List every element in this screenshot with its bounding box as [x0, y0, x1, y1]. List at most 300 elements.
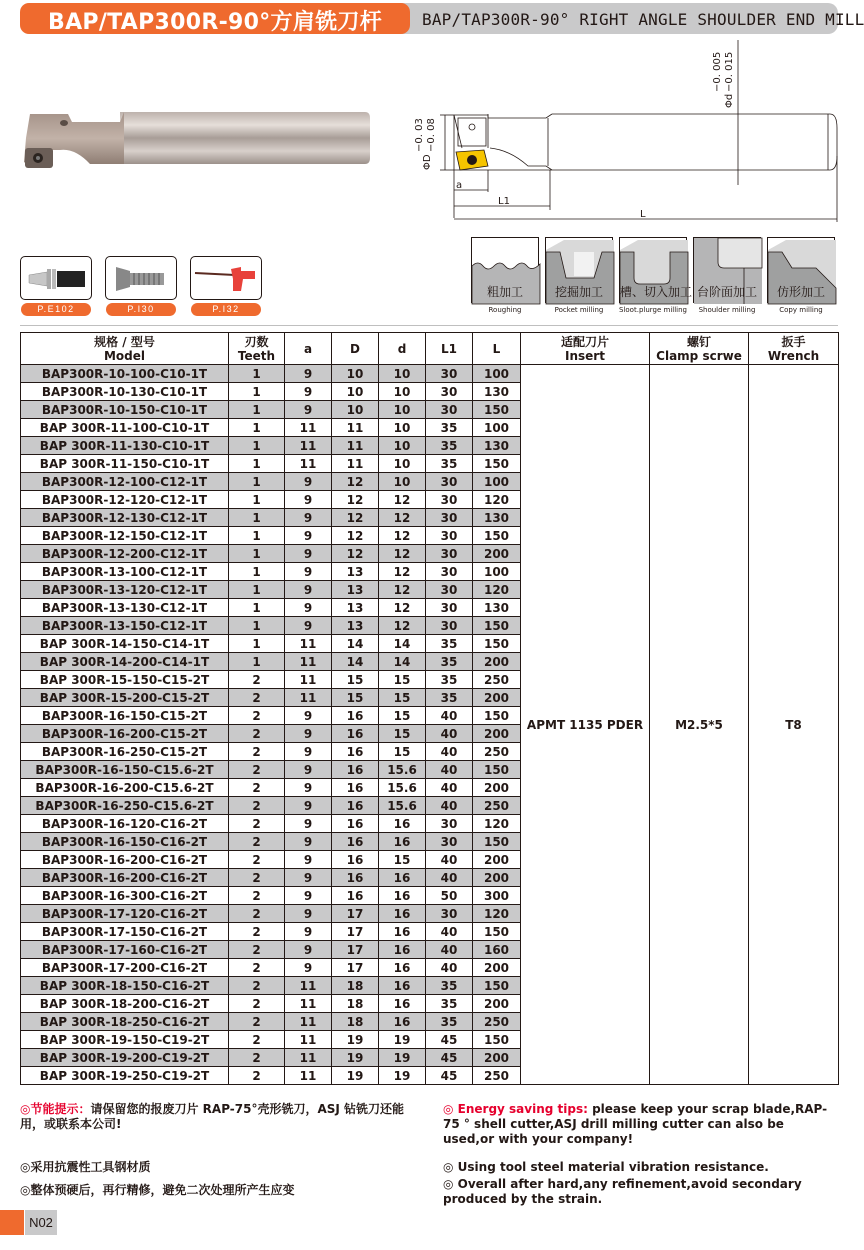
cell-teeth: 2 [229, 743, 285, 761]
cell-d: 12 [332, 527, 379, 545]
cell-model: BAP 300R-11-150-C10-1T [21, 455, 229, 473]
cell-d: 19 [332, 1031, 379, 1049]
cell-d: 10 [379, 401, 426, 419]
cell-d: 13 [332, 581, 379, 599]
cell-d: 13 [332, 599, 379, 617]
cell-l: 150 [473, 977, 521, 995]
dim-tol-D-lower: −0. 08 [426, 118, 437, 152]
cell-teeth: 2 [229, 707, 285, 725]
accessory-label-screw[interactable]: P.I30 [106, 303, 176, 316]
header-wrench: 扳手 Wrench [749, 333, 839, 365]
cell-d: 15 [332, 671, 379, 689]
cell-l: 250 [473, 1067, 521, 1085]
dim-phi-d: Φd [724, 93, 735, 108]
cell-d: 16 [379, 905, 426, 923]
torx-wrench-icon [191, 257, 263, 301]
cell-l: 150 [473, 455, 521, 473]
technical-drawing [414, 40, 858, 230]
cell-l: 200 [473, 1049, 521, 1067]
cell-d: 19 [332, 1049, 379, 1067]
cell-l: 150 [473, 401, 521, 419]
header-L: L [473, 333, 521, 365]
machining-type-pocket [545, 237, 613, 305]
cell-a: 9 [285, 833, 332, 851]
page-marker [0, 1210, 24, 1235]
tool-holder-icon [21, 257, 93, 301]
cell-teeth: 2 [229, 977, 285, 995]
cell-teeth: 1 [229, 599, 285, 617]
cell-teeth: 2 [229, 851, 285, 869]
cell-l: 150 [473, 527, 521, 545]
cell-teeth: 1 [229, 437, 285, 455]
cell-d: 15 [379, 707, 426, 725]
dim-label-l1: L1 [498, 196, 510, 207]
cell-model: BAP300R-17-160-C16-2T [21, 941, 229, 959]
cell-teeth: 1 [229, 527, 285, 545]
cell-teeth: 2 [229, 689, 285, 707]
cell-d: 16 [379, 815, 426, 833]
table-row [21, 365, 839, 383]
cell-clamp-screw: M2.5*5 [650, 365, 749, 1085]
cell-l: 250 [473, 1013, 521, 1031]
cell-d: 12 [379, 581, 426, 599]
cell-d: 17 [332, 959, 379, 977]
cell-d: 16 [379, 995, 426, 1013]
cell-d: 10 [379, 473, 426, 491]
header-clamp-screw: 螺钉 Clamp scrwe [650, 333, 749, 365]
cell-d: 16 [332, 815, 379, 833]
cell-d: 15 [332, 689, 379, 707]
note-cn-tip-body: 请保留您的报废刀片 RAP-75°壳形铣刀，ASJ 钻铣刀还能用，或联系本公司! [20, 1102, 405, 1131]
cell-d: 19 [379, 1067, 426, 1085]
cell-l1: 30 [426, 815, 473, 833]
cell-teeth: 1 [229, 563, 285, 581]
cell-a: 9 [285, 797, 332, 815]
cell-teeth: 2 [229, 959, 285, 977]
cell-model: BAP 300R-14-150-C14-1T [21, 635, 229, 653]
cell-d: 10 [379, 383, 426, 401]
cell-d: 10 [379, 455, 426, 473]
cell-d: 18 [332, 1013, 379, 1031]
cell-d: 16 [332, 851, 379, 869]
machining-type-slot [619, 237, 693, 305]
cell-l: 100 [473, 419, 521, 437]
table-body [21, 365, 839, 1085]
cell-l: 200 [473, 725, 521, 743]
section-divider [20, 325, 838, 326]
note-cn-energy-tip [20, 1102, 420, 1132]
cell-a: 11 [285, 1013, 332, 1031]
cell-a: 11 [285, 1031, 332, 1049]
cell-l1: 30 [426, 905, 473, 923]
header-chinese-banner [20, 3, 410, 34]
cell-l: 150 [473, 707, 521, 725]
cell-model: BAP300R-16-120-C16-2T [21, 815, 229, 833]
cell-model: BAP300R-12-200-C12-1T [21, 545, 229, 563]
cell-a: 9 [285, 779, 332, 797]
cell-d: 12 [379, 491, 426, 509]
cell-d: 12 [332, 509, 379, 527]
cell-model: BAP 300R-15-200-C15-2T [21, 689, 229, 707]
cell-teeth: 1 [229, 365, 285, 383]
accessory-tool-holder[interactable] [20, 256, 92, 300]
accessory-label-holder[interactable]: P.E102 [21, 303, 91, 316]
cell-d: 10 [332, 401, 379, 419]
cell-l1: 45 [426, 1049, 473, 1067]
cell-model: BAP300R-16-200-C16-2T [21, 869, 229, 887]
cell-a: 11 [285, 653, 332, 671]
cell-d: 10 [379, 437, 426, 455]
cell-l: 160 [473, 941, 521, 959]
cell-d: 10 [379, 365, 426, 383]
cell-l1: 40 [426, 941, 473, 959]
cell-a: 9 [285, 617, 332, 635]
cell-d: 11 [332, 419, 379, 437]
cell-d: 11 [332, 455, 379, 473]
machining-label-cn: 台阶面加工 [696, 285, 757, 299]
cell-model: BAP300R-16-300-C16-2T [21, 887, 229, 905]
end-mill-photo [20, 110, 370, 190]
cell-teeth: 2 [229, 761, 285, 779]
cell-d: 13 [332, 563, 379, 581]
cell-l: 100 [473, 473, 521, 491]
cell-a: 11 [285, 689, 332, 707]
cell-model: BAP 300R-11-130-C10-1T [21, 437, 229, 455]
cell-model: BAP 300R-14-200-C14-1T [21, 653, 229, 671]
cell-a: 11 [285, 1049, 332, 1067]
cell-d: 16 [332, 725, 379, 743]
cell-teeth: 1 [229, 455, 285, 473]
cell-teeth: 2 [229, 923, 285, 941]
cell-teeth: 1 [229, 401, 285, 419]
accessory-torx-wrench[interactable] [190, 256, 262, 300]
note-en-tip-body: please keep your scrap blade,RAP-75 ° shell cutter,ASJ drill milling cutter can also be used,or with your company! [443, 1102, 828, 1146]
cell-d: 14 [332, 635, 379, 653]
header-english-banner [392, 3, 864, 34]
cell-teeth: 1 [229, 383, 285, 401]
header-D: D [332, 333, 379, 365]
cell-l1: 40 [426, 761, 473, 779]
cell-a: 9 [285, 383, 332, 401]
cell-a: 11 [285, 977, 332, 995]
cell-teeth: 1 [229, 491, 285, 509]
cell-l: 200 [473, 653, 521, 671]
cell-l: 150 [473, 833, 521, 851]
cell-l1: 30 [426, 491, 473, 509]
cell-a: 9 [285, 905, 332, 923]
cell-model: BAP300R-13-130-C12-1T [21, 599, 229, 617]
cell-d: 16 [332, 707, 379, 725]
cell-d: 12 [379, 545, 426, 563]
machining-label-cn: 槽、切入加工 [620, 285, 693, 299]
note-en-prehardened: ◎ Overall after hard,any refinement,avoid secondary produced by the strain. [443, 1177, 802, 1206]
machining-label-en: Roughing [488, 306, 522, 314]
cell-l1: 40 [426, 959, 473, 977]
cell-d: 16 [379, 887, 426, 905]
cell-d: 12 [379, 563, 426, 581]
cell-a: 11 [285, 1067, 332, 1085]
cell-l: 150 [473, 635, 521, 653]
machining-type-roughing [471, 237, 539, 305]
cell-teeth: 2 [229, 887, 285, 905]
cell-d: 16 [332, 761, 379, 779]
cell-teeth: 2 [229, 725, 285, 743]
machining-label-cn: 仿形加工 [776, 285, 825, 299]
cell-teeth: 2 [229, 779, 285, 797]
cell-wrench: T8 [749, 365, 839, 1085]
cell-a: 9 [285, 401, 332, 419]
cell-l: 200 [473, 779, 521, 797]
dim-phi-D: ΦD [422, 154, 433, 170]
cell-l1: 30 [426, 383, 473, 401]
cell-l1: 35 [426, 689, 473, 707]
cell-model: BAP300R-12-150-C12-1T [21, 527, 229, 545]
cell-d: 10 [332, 383, 379, 401]
cell-model: BAP300R-13-150-C12-1T [21, 617, 229, 635]
cell-l: 200 [473, 851, 521, 869]
cell-d: 16 [332, 833, 379, 851]
machining-label-cn: 粗加工 [486, 285, 523, 299]
cell-model: BAP300R-16-150-C15-2T [21, 707, 229, 725]
cell-model: BAP300R-13-100-C12-1T [21, 563, 229, 581]
cell-l: 150 [473, 761, 521, 779]
cell-l1: 30 [426, 401, 473, 419]
cell-d: 12 [332, 545, 379, 563]
cell-a: 9 [285, 725, 332, 743]
dim-label-a: a [456, 180, 463, 191]
header-a: a [285, 333, 332, 365]
cell-a: 9 [285, 563, 332, 581]
cell-d: 12 [379, 509, 426, 527]
cell-d: 16 [379, 1013, 426, 1031]
header-title-english: BAP/TAP300R-90° RIGHT ANGLE SHOULDER END MILL [422, 10, 864, 29]
cell-model: BAP300R-10-100-C10-1T [21, 365, 229, 383]
cell-model: BAP300R-16-250-C15-2T [21, 743, 229, 761]
cell-d: 16 [332, 887, 379, 905]
header-model: 规格 / 型号 Model [21, 333, 229, 365]
cell-l1: 30 [426, 545, 473, 563]
cell-a: 11 [285, 635, 332, 653]
machining-label-en: Sloot.plurge milling [619, 306, 687, 314]
cell-d: 15 [379, 689, 426, 707]
note-en-material: ◎ Using tool steel material vibration resistance. [443, 1160, 769, 1174]
cell-l: 120 [473, 581, 521, 599]
cell-l: 120 [473, 491, 521, 509]
cell-d: 16 [379, 833, 426, 851]
cell-l1: 35 [426, 455, 473, 473]
header-teeth: 刃数 Teeth [229, 333, 285, 365]
cell-l1: 40 [426, 779, 473, 797]
cell-model: BAP300R-17-150-C16-2T [21, 923, 229, 941]
cell-d: 12 [379, 617, 426, 635]
note-cn-material: ◎采用抗震性工具钢材质 [20, 1160, 151, 1174]
cell-a: 11 [285, 671, 332, 689]
cell-teeth: 2 [229, 941, 285, 959]
cell-l1: 30 [426, 581, 473, 599]
cell-teeth: 2 [229, 869, 285, 887]
cell-d: 17 [332, 941, 379, 959]
cell-model: BAP300R-16-200-C16-2T [21, 851, 229, 869]
cell-d: 18 [332, 995, 379, 1013]
cell-model: BAP300R-10-150-C10-1T [21, 401, 229, 419]
cell-a: 11 [285, 995, 332, 1013]
cell-l1: 30 [426, 365, 473, 383]
cell-teeth: 2 [229, 1031, 285, 1049]
cell-a: 11 [285, 419, 332, 437]
dim-tol-d-upper: −0. 005 [712, 51, 723, 92]
cell-l: 200 [473, 959, 521, 977]
cell-model: BAP 300R-11-100-C10-1T [21, 419, 229, 437]
cell-teeth: 2 [229, 1013, 285, 1031]
cell-d: 14 [379, 635, 426, 653]
cell-model: BAP300R-10-130-C10-1T [21, 383, 229, 401]
cell-a: 9 [285, 959, 332, 977]
cell-a: 9 [285, 761, 332, 779]
cell-d: 15 [379, 851, 426, 869]
cell-model: BAP300R-16-250-C15.6-2T [21, 797, 229, 815]
cell-l1: 30 [426, 527, 473, 545]
cell-d: 17 [332, 905, 379, 923]
cell-d: 16 [332, 797, 379, 815]
cell-model: BAP 300R-19-150-C19-2T [21, 1031, 229, 1049]
cell-l: 130 [473, 383, 521, 401]
cell-d: 16 [332, 743, 379, 761]
cell-d: 15.6 [379, 779, 426, 797]
cell-model: BAP300R-12-100-C12-1T [21, 473, 229, 491]
cell-l1: 35 [426, 635, 473, 653]
cell-teeth: 2 [229, 797, 285, 815]
cell-l1: 30 [426, 833, 473, 851]
cell-l1: 35 [426, 671, 473, 689]
note-en-energy-tip [443, 1102, 838, 1147]
cell-a: 9 [285, 743, 332, 761]
table-header-row [21, 333, 839, 365]
cell-model: BAP300R-16-150-C15.6-2T [21, 761, 229, 779]
machining-label-en: Pocket milling [554, 306, 604, 314]
clamp-screw-icon [106, 257, 178, 301]
cell-model: BAP 300R-15-150-C15-2T [21, 671, 229, 689]
cell-d: 11 [332, 437, 379, 455]
cell-l1: 35 [426, 977, 473, 995]
cell-insert: APMT 1135 PDER [521, 365, 650, 1085]
cell-d: 15 [379, 725, 426, 743]
cell-l1: 45 [426, 1031, 473, 1049]
accessory-clamp-screw[interactable] [105, 256, 177, 300]
cell-l: 120 [473, 905, 521, 923]
cell-d: 19 [379, 1049, 426, 1067]
cell-d: 15 [379, 743, 426, 761]
header-insert: 适配刀片 Insert [521, 333, 650, 365]
cell-l: 200 [473, 689, 521, 707]
cell-a: 11 [285, 455, 332, 473]
cell-d: 15.6 [379, 761, 426, 779]
cell-d: 16 [379, 959, 426, 977]
cell-a: 9 [285, 365, 332, 383]
cell-l: 130 [473, 509, 521, 527]
cell-a: 9 [285, 707, 332, 725]
cell-d: 13 [332, 617, 379, 635]
cell-teeth: 2 [229, 833, 285, 851]
cell-a: 9 [285, 815, 332, 833]
cell-teeth: 1 [229, 545, 285, 563]
cell-d: 10 [332, 365, 379, 383]
machining-label-cn: 挖掘加工 [554, 285, 603, 299]
cell-l: 300 [473, 887, 521, 905]
cell-d: 16 [332, 869, 379, 887]
cell-a: 11 [285, 437, 332, 455]
cell-l: 150 [473, 1031, 521, 1049]
cell-a: 9 [285, 509, 332, 527]
cell-l: 150 [473, 617, 521, 635]
cell-teeth: 2 [229, 815, 285, 833]
cell-d: 19 [379, 1031, 426, 1049]
cell-teeth: 2 [229, 995, 285, 1013]
cell-l1: 40 [426, 725, 473, 743]
cell-a: 9 [285, 491, 332, 509]
cell-teeth: 1 [229, 617, 285, 635]
cell-teeth: 2 [229, 1067, 285, 1085]
note-cn-tip-prefix: ◎节能提示： [20, 1102, 91, 1116]
cell-d: 12 [379, 599, 426, 617]
cell-l: 200 [473, 545, 521, 563]
cell-l1: 40 [426, 707, 473, 725]
cell-d: 15 [379, 671, 426, 689]
cell-l1: 35 [426, 419, 473, 437]
cell-l: 250 [473, 797, 521, 815]
cell-l1: 40 [426, 851, 473, 869]
cell-model: BAP 300R-19-250-C19-2T [21, 1067, 229, 1085]
dim-tol-d-lower: −0. 015 [724, 51, 735, 92]
cell-d: 12 [332, 491, 379, 509]
cell-teeth: 2 [229, 1049, 285, 1067]
cell-model: BAP300R-13-120-C12-1T [21, 581, 229, 599]
cell-d: 15.6 [379, 797, 426, 815]
cell-l1: 35 [426, 1013, 473, 1031]
dim-tol-D-upper: −0. 03 [414, 118, 425, 152]
page-number: N02 [25, 1210, 57, 1235]
cell-l1: 30 [426, 509, 473, 527]
cell-a: 9 [285, 941, 332, 959]
cell-d: 18 [332, 977, 379, 995]
cell-d: 16 [379, 923, 426, 941]
cell-teeth: 2 [229, 671, 285, 689]
cell-model: BAP300R-17-120-C16-2T [21, 905, 229, 923]
cell-model: BAP300R-16-150-C16-2T [21, 833, 229, 851]
cell-l: 100 [473, 563, 521, 581]
cell-l1: 35 [426, 995, 473, 1013]
cell-d: 12 [332, 473, 379, 491]
cell-model: BAP 300R-18-200-C16-2T [21, 995, 229, 1013]
cell-a: 9 [285, 545, 332, 563]
accessory-label-wrench[interactable]: P.I32 [191, 303, 261, 316]
cell-model: BAP300R-12-130-C12-1T [21, 509, 229, 527]
cell-a: 9 [285, 923, 332, 941]
cell-l1: 30 [426, 473, 473, 491]
header-L1: L1 [426, 333, 473, 365]
cell-l1: 40 [426, 923, 473, 941]
cell-d: 17 [332, 923, 379, 941]
cell-l1: 40 [426, 797, 473, 815]
cell-l1: 35 [426, 653, 473, 671]
cell-d: 16 [332, 779, 379, 797]
cell-teeth: 1 [229, 509, 285, 527]
cell-l1: 35 [426, 437, 473, 455]
cell-l: 120 [473, 815, 521, 833]
cell-model: BAP 300R-18-150-C16-2T [21, 977, 229, 995]
cell-teeth: 2 [229, 905, 285, 923]
cell-l: 200 [473, 869, 521, 887]
cell-l: 150 [473, 923, 521, 941]
